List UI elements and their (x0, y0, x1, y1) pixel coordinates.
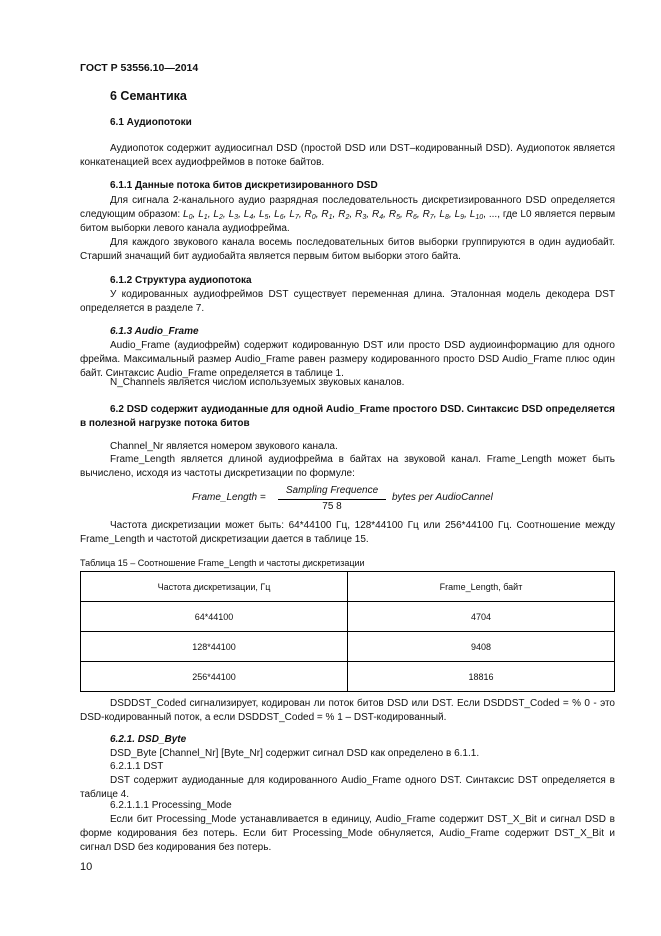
para-6-1-1-a-intro: Для сигнала 2-канального аудио разрядная последовательность дискретизированного DSD определяется следующим образом: (80, 195, 615, 220)
table-header-cell: Frame_Length, байт (348, 572, 615, 602)
para-6-1-1-a (80, 194, 615, 235)
table-cell: 256*44100 (81, 662, 348, 692)
table-caption: Таблица 15 – Соотношение Frame_Length и частоты дискретизации (80, 558, 365, 568)
para-6-2-1-1-1: Если бит Processing_Mode устанавливается в единицу, Audio_Frame содержит DST_X_Bit и сигнал DSD в форме кодирования без потерь. Если бит Processing_Mode обнуляется, Audio_Frame содержит DST_X_Bit и сигнал DSD без кодирования без потерь. (80, 814, 615, 853)
formula-rhs: bytes per AudioCannel (392, 492, 493, 503)
bit-label: $L_6$ (274, 208, 284, 221)
page-number: 10 (80, 861, 93, 873)
para-6-1-3-a: Audio_Frame (аудиофрейм) содержит кодированную DST или просто DSD аудиоинформацию для одного фрейма. Максимальный размер Audio_Frame равен размеру кодированного просто DSD Audio_Frame плюс один байт. Синтаксис Audio_Frame определяется в таблице 1. (80, 340, 615, 379)
table-cell: 9408 (348, 632, 615, 662)
para-6-2-1: DSD_Byte [Channel_Nr] [Byte_Nr] содержит сигнал DSD как определено в 6.1.1. (110, 748, 480, 759)
formula-denominator: 75 8 (322, 501, 342, 512)
bit-label: $R_6$ (405, 208, 417, 221)
section-6-1-3-heading: 6.1.3 Audio_Frame (110, 326, 199, 337)
bit-label: $L_4$ (243, 208, 254, 221)
bit-label: $L_7$ (289, 208, 299, 221)
table-row (81, 632, 615, 662)
table-cell: 18816 (348, 662, 615, 692)
table-header-cell: Частота дискретизации, Гц (81, 572, 348, 602)
para-6-1: Аудиопоток содержит аудиосигнал DSD (простой DSD или DST–кодированный DSD). Аудиопоток является конкатенацией всех аудиофреймов в потоке байтов. (80, 143, 615, 168)
bit-label: $L_3$ (228, 208, 239, 221)
bit-label: $L_8$ (439, 208, 449, 221)
section-6-2-1-heading: 6.2.1. DSD_Byte (110, 734, 187, 745)
bit-label: $R_0$ (304, 208, 316, 221)
bit-label: $R_7$ (422, 208, 434, 221)
table-row (81, 662, 615, 692)
section-6-1-2-heading: 6.1.2 Структура аудиопотока (110, 275, 252, 286)
formula-numerator: Sampling Frequence (285, 485, 379, 496)
formula-fraction-bar (278, 499, 386, 500)
formula-lhs: Frame_Length = (192, 492, 266, 503)
bit-label: $L_2$ (213, 208, 223, 221)
section-6-2-heading: 6.2 DSD содержит аудиоданные для одной Audio_Frame простого DSD. Синтаксис DSD определяется в полезной нагрузке потока битов (80, 404, 615, 429)
para-6-1-1-a-tail: , ..., где L0 является первым битом выборки левого канала аудиофрейма. (80, 208, 616, 234)
para-6-2-b: Frame_Length является длиной аудиофрейма в байтах на звуковой канал. Frame_Length может быть вычислено, исходя из частоты дискретизации по формуле: (80, 454, 615, 479)
section-6-1-heading: 6.1 Аудиопотоки (110, 117, 192, 128)
para-6-1-2: У кодированных аудиофреймов DST существует переменная длина. Эталонная модель декодера DST определяется в разделе 7. (80, 289, 615, 314)
para-dsddst-coded: DSDDST_Coded сигнализирует, кодирован ли поток битов DSD или DST. Если DSDDST_Coded = % 0 - это DSD-кодированный поток, а если DSDDST_Coded = % 1 – DST-кодированный. (80, 698, 615, 723)
para-6-2-c: Частота дискретизации может быть: 64*44100 Гц, 128*44100 Гц или 256*44100 Гц. Соотношение между Frame_Length и частотой дискретизации дается в таблице 15. (80, 520, 615, 545)
bit-label: $L_9$ (454, 208, 465, 221)
frame-length-table (80, 571, 615, 692)
para-6-2-1-1: DST содержит аудиоданные для кодированного Audio_Frame одного DST. Синтаксис DST определяется в таблице 4. (80, 775, 615, 800)
table-row (81, 602, 615, 632)
bit-label: $R_2$ (338, 208, 350, 221)
bit-label: $R_4$ (371, 208, 384, 221)
section-6-1-1-heading: 6.1.1 Данные потока битов дискретизированного DSD (110, 180, 378, 191)
table-header-row (81, 572, 615, 602)
bit-label: $R_3$ (355, 208, 367, 221)
para-6-2-a: Channel_Nr является номером звукового канала. (110, 441, 338, 452)
bit-sequence: $L_0$, $L_1$, $L_2$, $L_3$, $L_4$, $L_5$, $L_6$, $L_7$, $R_0$, $R_1$, $R_2$, $R_3$, $R_4$, $R_5$, $R_6$, $R_7$, $L_8$, $L_9$, $L_{10}$ (183, 208, 484, 221)
table-cell: 4704 (348, 602, 615, 632)
para-6-1-1-b: Для каждого звукового канала восемь последовательных битов выборки группируются в один аудиобайт. Старший значащий бит аудиобайта является первым битом выборки этого байта. (80, 237, 615, 262)
bit-label: $L_{10}$ (469, 208, 484, 221)
bit-label: $R_1$ (321, 208, 333, 221)
section-6-heading: 6 Семантика (110, 89, 187, 103)
bit-label: $L_5$ (258, 208, 269, 221)
section-6-2-1-1-1-heading: 6.2.1.1.1 Processing_Mode (110, 800, 232, 811)
bit-label: $L_0$ (183, 208, 193, 221)
table-cell: 128*44100 (81, 632, 348, 662)
section-6-2-1-1-heading: 6.2.1.1 DST (110, 761, 164, 772)
para-6-1-3-b: N_Channels является числом используемых звуковых каналов. (110, 377, 405, 388)
bit-label: $R_5$ (388, 208, 400, 221)
table-cell: 64*44100 (81, 602, 348, 632)
bit-label: $L_1$ (198, 208, 208, 221)
page-header: ГОСТ Р 53556.10—2014 (80, 62, 199, 74)
